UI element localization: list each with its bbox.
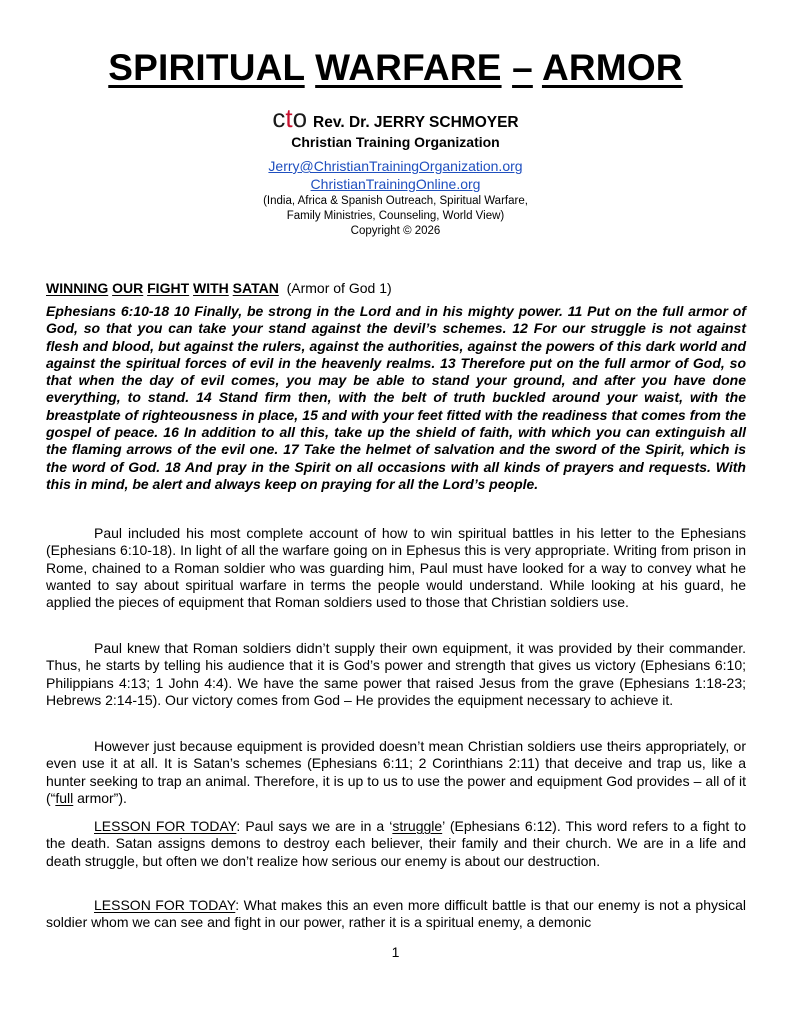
ministry-description: [0, 194, 791, 239]
website-link[interactable]: ChristianTrainingOnline.org: [310, 176, 481, 192]
description-line: (India, Africa & Spanish Outreach, Spiritual Warfare,: [263, 195, 528, 207]
lesson-label: LESSON FOR TODAY: [94, 818, 237, 834]
author-name: Rev. Dr. JERRY SCHMOYER: [313, 114, 519, 131]
email-link[interactable]: Jerry@ChristianTrainingOrganization.org: [268, 158, 523, 174]
description-line: Family Ministries, Counseling, World View): [286, 210, 505, 222]
author-line: [0, 105, 791, 136]
section-heading: WINNING OUR FIGHT WITH SATAN (Armor of God 1): [46, 280, 392, 296]
lesson-label: LESSON FOR TODAY: [94, 897, 236, 913]
body-paragraph: Paul included his most complete account of how to win spiritual battles in his letter to the Ephesians (Ephesians 6:10-18). In light of all the warfare going on in Ephesus this is very appropriate. Writing from prison in Rome, chained to a Roman soldier who was guarding him, Paul must have looked for a way to convey what he wanted to say about spiritual warfare in terms the people would understand. While looking at his guard, he applied the pieces of equipment that Roman soldiers used to those that Christian soldiers use.: [46, 525, 746, 611]
cto-logo: cto: [272, 103, 308, 133]
body-paragraph: Paul knew that Roman soldiers didn’t supply their own equipment, it was provided by their commander. Thus, he starts by telling his audience that it is God’s power and strength that gives us victory (Ephesians 6:10; Philippians 4:13; 1 John 4:4). We have the same power that raised Jesus from the grave (Ephesians 1:18-23; Hebrews 2:14-15). Our victory comes from God – He provides the equipment necessary to achieve it.: [46, 640, 746, 708]
lesson-paragraph: LESSON FOR TODAY: Paul says we are in a ‘struggle’ (Ephesians 6:12). This word refers to a fight to the death. Satan assigns demons to destroy each believer, their family and their church. We are in a life and death struggle, but often we don’t realize how serious our enemy is about our destruction.: [46, 818, 746, 869]
scripture-passage: Ephesians 6:10-18 10 Finally, be strong in the Lord and in his mighty power. 11 Put on the full armor of God, so that you can take your stand against the devil’s schemes. 12 For our struggle is not against flesh and blood, but against the rulers, against the authorities, against the powers of this dark world and against the spiritual forces of evil in the heavenly realms. 13 Therefore put on the full armor of God, so that when the day of evil comes, you may be able to stand your ground, and after you have done everything, to stand. 14 Stand firm then, with the belt of truth buckled around your waist, with the breastplate of righteousness in place, 15 and with your feet fitted with the readiness that comes from the gospel of peace. 16 In addition to all this, take up the shield of faith, with which you can extinguish all the flaming arrows of the evil one. 17 Take the helmet of salvation and the sword of the Spirit, which is the word of God. 18 And pray in the Spirit on all occasions with all kinds of prayers and requests. With this in mind, be alert and always keep on praying for all the Lord’s people.: [46, 303, 746, 492]
page-number: 1: [391, 944, 400, 960]
copyright: Copyright © 2026: [350, 225, 441, 237]
organization-name: Christian Training Organization: [291, 134, 500, 150]
contact-links: [0, 157, 791, 193]
body-paragraph: However just because equipment is provided doesn’t mean Christian soldiers use theirs appropriately, or even use it at all. It is Satan’s schemes (Ephesians 6:11; 2 Corinthians 2:11) that deceive and trap us, like a hunter seeking to trap an animal. Therefore, it is up to us to use the power and equipment God provides – all of it (“full armor”).: [46, 738, 746, 806]
page-title: SPIRITUAL WARFARE – ARMOR: [108, 47, 683, 88]
section-subtitle: (Armor of God 1): [286, 280, 392, 296]
lesson-paragraph: LESSON FOR TODAY: What makes this an even more difficult battle is that our enemy is not a physical soldier whom we can see and fight in our power, rather it is a spiritual enemy, a demonic: [46, 897, 746, 931]
